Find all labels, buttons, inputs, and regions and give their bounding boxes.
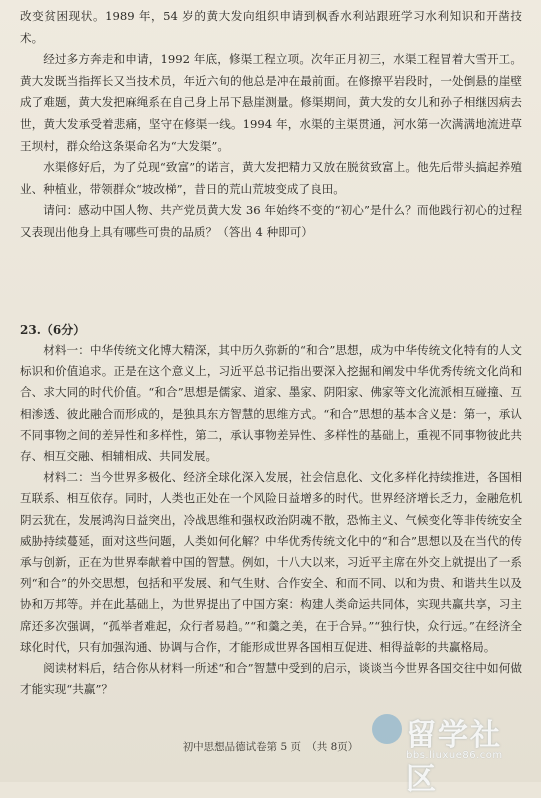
question-23-prompt: 阅读材料后，结合你从材料一所述“和合”智慧中受到的启示，谈谈当今世界各国交往中如何做才能实现“共赢”？ bbox=[20, 661, 522, 697]
story-paragraph-3: 水渠修好后，为了兑现“致富”的诺言，黄大发把精力又放在脱贫致富上。他先后带头搞起养殖业、种植业，带领群众“坡改梯”，昔日的荒山荒坡变成了良田。 bbox=[20, 160, 522, 196]
question-23-materials bbox=[20, 340, 522, 700]
material-two: 材料二：当今世界多极化、经济全球化深入发展，社会信息化、文化多样化持续推进，各国相互联系、相互依存。同时，人类也正处在一个风险日益增多的时代。世界经济增长乏力，金融危机阴云犹在，发展鸿沟日益突出，冷战思维和强权政治阴魂不散，恐怖主义、气候变化等非传统安全威胁持续蔓延，面对这些问题，人类如何化解？中华优秀传统文化中的“和合”思想以及在当代的传承与创新，正在为世界奉献着中国的智慧。例如，十八大以来，习近平主席在外交上就提出了一系列“和合”的外交思想，包括和平发展、和气生财、合作安全、和而不同、以和为贵、和谐共生以及协和万邦等。并在此基础上，为世界提出了中国方案：构建人类命运共同体，实现共赢共享，习主席还多次强调，“孤举者难起，众行者易趋。”“和羹之美，在于合异。”“独行快，众行远。”在经济全球化时代，只有加强沟通、协调与合作，才能形成世界各国相互促进、相得益彰的共赢格局。 bbox=[20, 470, 522, 654]
question-22-prompt: 请问：感动中国人物、共产党员黄大发 36 年始终不变的“初心”是什么？而他践行初心的过程又表现出他身上具有哪些可贵的品质？（答出 4 种即可） bbox=[20, 203, 522, 239]
story-section bbox=[20, 6, 522, 244]
watermark-title: 留学社区 bbox=[406, 718, 502, 797]
question-23-title: 23.（6分） bbox=[20, 323, 86, 337]
page-footer: 初中思想品德试卷第 5 页 （共 8页） bbox=[182, 741, 359, 753]
story-paragraph-1: 改变贫困现状。1989 年，54 岁的黄大发向组织申请到枫香水利站跟班学习水利知识和开凿技术。 bbox=[20, 9, 522, 45]
site-watermark bbox=[372, 708, 532, 797]
watermark-url: bbs.liuxue86.com bbox=[406, 750, 503, 761]
watermark-logo-icon bbox=[372, 714, 402, 744]
story-paragraph-2: 经过多方奔走和申请，1992 年底，修渠工程立项。次年正月初三，水渠工程冒着大雪开工。黄大发既当指挥长又当技术员，年近六旬的他总是冲在最前面。在修擦平岩段时，一处倒悬的崖壁成了难题，黄大发把麻绳系在自己身上吊下悬崖测量。修渠期间，黄大发的女儿和孙子相继因病去世，黄大发承受着悲痛，坚守在修渠一线。1994 年，水渠的主渠贯通，河水第一次满满地流进草王坝村，群众给这条渠命名为“大发渠”。 bbox=[20, 52, 522, 153]
material-one: 材料一：中华传统文化博大精深，其中历久弥新的“和合”思想，成为中华传统文化特有的人文标识和价值追求。正是在这个意义上，习近平总书记指出要深入挖掘和阐发中华优秀传统文化尚和合、求大同的时代价值。“和合”思想是儒家、道家、墨家、阴阳家、佛家等文化流派相互碰撞、互相渗透、彼此融合而形成的，是独具东方智慧的思维方式。“和合”思想的基本含义是：第一，承认不同事物之间的差异性和多样性，第二，承认事物差异性、多样性的基础上，重视不同事物彼此共存、相互交融、相辅相成、共同发展。 bbox=[20, 343, 522, 464]
